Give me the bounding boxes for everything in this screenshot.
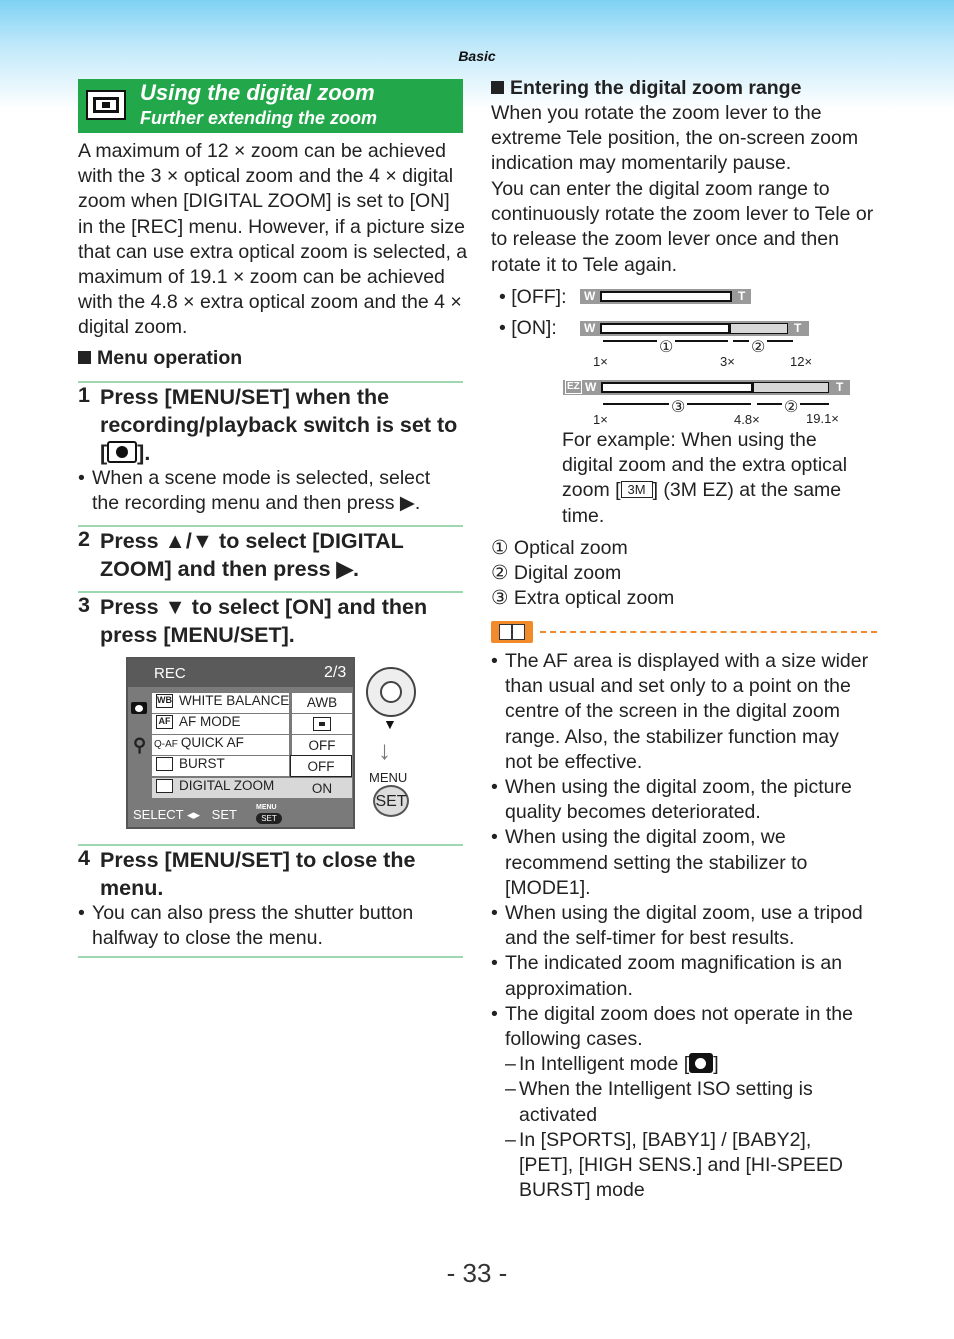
set-badge: SET [256, 813, 282, 824]
step-number: 4 [78, 846, 90, 870]
menu-title: REC [154, 665, 186, 682]
label-3: ③ [671, 399, 686, 416]
menu-set-button: SET [373, 785, 409, 817]
step-4-text: Press [MENU/SET] to close the menu. [100, 848, 416, 900]
legend-extra-optical: ③ Extra optical zoom [491, 587, 675, 609]
rec-menu-screen [126, 657, 355, 829]
step-1-text: Press [MENU/SET] when the recording/playback switch is set to [ ]. [100, 385, 458, 465]
page-number: - 33 - [446, 1258, 508, 1288]
page-title: Using the digital zoom [140, 80, 375, 105]
up-down-arrow-icon: ◂▸ [186, 807, 201, 822]
menu-footer-menu: MENU [256, 804, 277, 811]
note-item: • When using the digital zoom, the picture quality becomes deteriorated. [491, 776, 852, 824]
step-3-text: Press ▼ to select [ON] and then press [MENU/SET]. [100, 595, 428, 647]
zoom-bar-ez: EZ W T [563, 380, 850, 395]
note-item: • When using the digital zoom, use a tripod and the self-timer for best results. [491, 902, 863, 950]
legend-optical: ① Optical zoom [491, 537, 628, 559]
menu-operation-heading: Menu operation [78, 347, 242, 370]
zoom-bar-on: W T [580, 321, 809, 336]
label-1: ① [659, 339, 674, 356]
note-item: • The indicated zoom magnification is an approximation. [491, 952, 843, 1000]
down-arrow-icon: ▼ [383, 716, 397, 732]
digital-zoom-icon [156, 779, 173, 793]
page-subtitle: Further extending the zoom [140, 108, 378, 128]
cursor-button-icon [366, 667, 416, 717]
camera-tab-icon [130, 699, 150, 717]
label-2: ② [784, 399, 799, 416]
step-1-note: • When a scene mode is selected, select the recording menu and then press ▶. [78, 467, 431, 515]
section-title-banner [78, 79, 463, 133]
note-item: • When using the digital zoom, we recommend setting the stabilizer to [MODE1]. [491, 826, 808, 899]
step-2-text: Press ▲/▼ to select [DIGITAL ZOOM] and then press ▶. [100, 529, 404, 581]
white-balance-icon: WB [156, 694, 173, 708]
legend-digital: ② Digital zoom [491, 562, 622, 584]
quick-af-icon: Q-AF [154, 739, 178, 750]
square-bullet-icon [78, 351, 91, 364]
menu-row-selected[interactable]: DIGITAL ZOOM ON [152, 778, 352, 799]
af-mode-icon: AF [156, 715, 173, 729]
burst-icon [156, 757, 173, 771]
intro-paragraph: A maximum of 12 × zoom can be achieved with the 3 × optical zoom and the 4 × digital zoom when [DIGITAL ZOOM] is set to [ON] in the [REC] menu. However, if a picture size that can use extra optical zoom is selected, a maximum of 19.1 × zoom can be achieved with the 4.8 × extra optical zoom and the 4 × digital zoom. [78, 140, 468, 339]
digital-zoom-icon [86, 90, 126, 120]
note-item: • The AF area is displayed with a size wider than usual and set only to a point on the centre of the screen in the digital zoom range. Also, the stabilizer function may not be effective. [491, 650, 869, 773]
zoom-12x: 12× [790, 354, 813, 369]
zoom-4-8x: 4.8× [734, 412, 760, 427]
notes-divider [540, 631, 877, 633]
step-number: 2 [78, 527, 90, 551]
note-item: • The digital zoom does not operate in the following cases. [491, 1002, 853, 1051]
zoom-1x: 1× [593, 412, 608, 427]
menu-row[interactable]: Q-AF QUICK AF OFF [152, 735, 352, 756]
sub-note-item: – When the Intelligent ISO setting is activated [505, 1078, 813, 1126]
menu-row[interactable]: BURST OFF [152, 756, 352, 777]
square-bullet-icon [491, 81, 504, 94]
af-mode-value-icon [292, 714, 352, 734]
notes-icon [491, 621, 533, 643]
menu-row[interactable]: AF AF MODE [152, 714, 352, 735]
zoom-19-1x: 19.1× [806, 411, 839, 426]
wrench-tab-icon: ⚲ [133, 735, 147, 755]
arrow-down-icon: ↓ [378, 735, 391, 765]
sub-note-item: – In Intelligent mode [ ] [505, 1053, 719, 1076]
right-paragraph-1: When you rotate the zoom lever to the extreme Tele position, the on-screen zoom indication may momentarily pause. [491, 102, 859, 175]
right-heading: Entering the digital zoom range [491, 77, 801, 100]
section-label: Basic [458, 48, 496, 64]
notes-list [491, 649, 883, 1203]
divider [78, 956, 463, 958]
step-number: 3 [78, 593, 90, 617]
label-2: ② [751, 339, 766, 356]
intelligent-auto-icon [689, 1053, 713, 1073]
step-number: 1 [78, 383, 90, 407]
zoom-3x: 3× [720, 354, 735, 369]
menu-page-indicator: 2/3 [324, 664, 347, 681]
picture-size-3m-icon: 3M [621, 481, 653, 498]
camera-icon [107, 441, 137, 463]
off-label: • [OFF]: [499, 286, 567, 308]
step-4-note: • You can also press the shutter button halfway to close the menu. [78, 902, 414, 950]
ez-icon: EZ [567, 381, 580, 392]
on-label: • [ON]: [499, 317, 557, 339]
zoom-1x: 1× [593, 354, 608, 369]
menu-footer: SELECT ◂▸ SET [133, 807, 237, 822]
zoom-bar-off: W T [580, 289, 751, 304]
menu-row[interactable]: WB WHITE BALANCE AWB [152, 693, 352, 714]
right-paragraph-2: You can enter the digital zoom range to continuously rotate the zoom lever to Tele or to release the zoom lever once and then rotate it to Tele again. [491, 178, 874, 276]
example-text: For example: When using the digital zoom and the extra optical zoom [ 3M ] (3M EZ) at the same time. [562, 429, 848, 527]
menu-label: MENU [369, 770, 408, 785]
sub-note-item: – In [SPORTS], [BABY1] / [BABY2], [PET], [HIGH SENS.] and [HI-SPEED BURST] mode [505, 1128, 844, 1202]
